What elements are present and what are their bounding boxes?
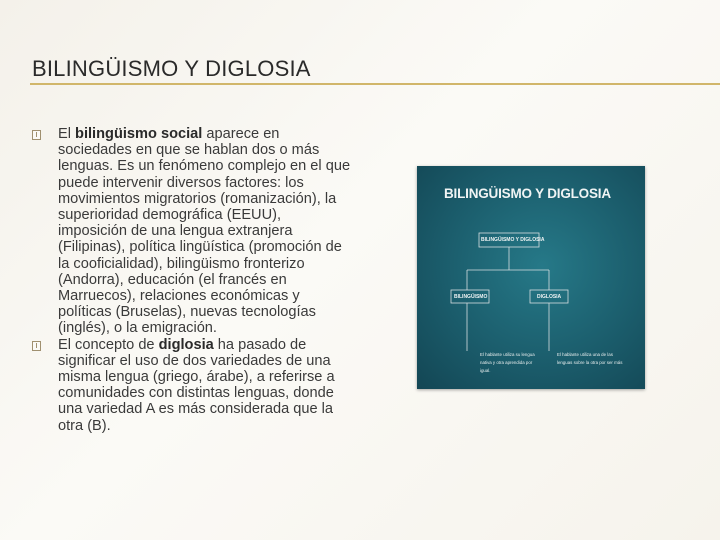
- bullet-bold-term: diglosia: [158, 336, 214, 353]
- bullet-text-post: aparece en sociedades en que se hablan dos o más lenguas. Es un fenómeno complejo en el que puede intervenir diversos factores: los movimientos migratorios (romanización), la superioridad demográfica (EEUU), imposición de una lengua extranjera (Filipinas), política lingüística (promoción de la cooficialidad), bilingüismo fronterizo (Andorra), educación (el francés en Marruecos), relaciones económicas y políticas (Bruselas), nuevas tecnologías (inglés), o la emigración.: [58, 126, 351, 337]
- bullet-marker-icon: [32, 341, 41, 351]
- bullet-text-pre: El: [58, 126, 76, 142]
- bullet-text-post: ha pasado de significar el uso de dos variedades de una misma lengua (griego, árabe), a referirse a comunidades con distintas lenguas, donde una variedad A es más considerada que la otra (B).: [58, 336, 335, 434]
- diagram-right-note: El hablante utiliza una de las lenguas sobre la otra por ser más: [557, 352, 623, 365]
- diagram-left-node: BILINGÜISMO: [454, 294, 488, 300]
- diagram-image: [417, 166, 645, 389]
- diagram-root-node: BILINGÜISMO Y DIGLOSIA: [481, 237, 545, 243]
- bullet-marker-icon: [32, 130, 41, 140]
- bullet-item-diglosia: [32, 337, 352, 434]
- slide-title: BILINGÜISMO Y DIGLOSIA: [32, 56, 311, 81]
- diagram-title: BILINGÜISMO Y DIGLOSIA: [444, 186, 611, 201]
- diagram-left-note: El hablante utiliza su lengua nativa y otra aprendida por igual.: [480, 352, 535, 373]
- bullet-text-pre: El concepto de: [58, 336, 159, 353]
- bullet-list: [32, 126, 352, 434]
- title-rule: [30, 83, 720, 85]
- diagram-right-node: DIGLOSIA: [537, 294, 562, 300]
- bullet-bold-term: bilingüismo social: [75, 126, 203, 142]
- bullet-item-bilinguismo: [32, 126, 352, 337]
